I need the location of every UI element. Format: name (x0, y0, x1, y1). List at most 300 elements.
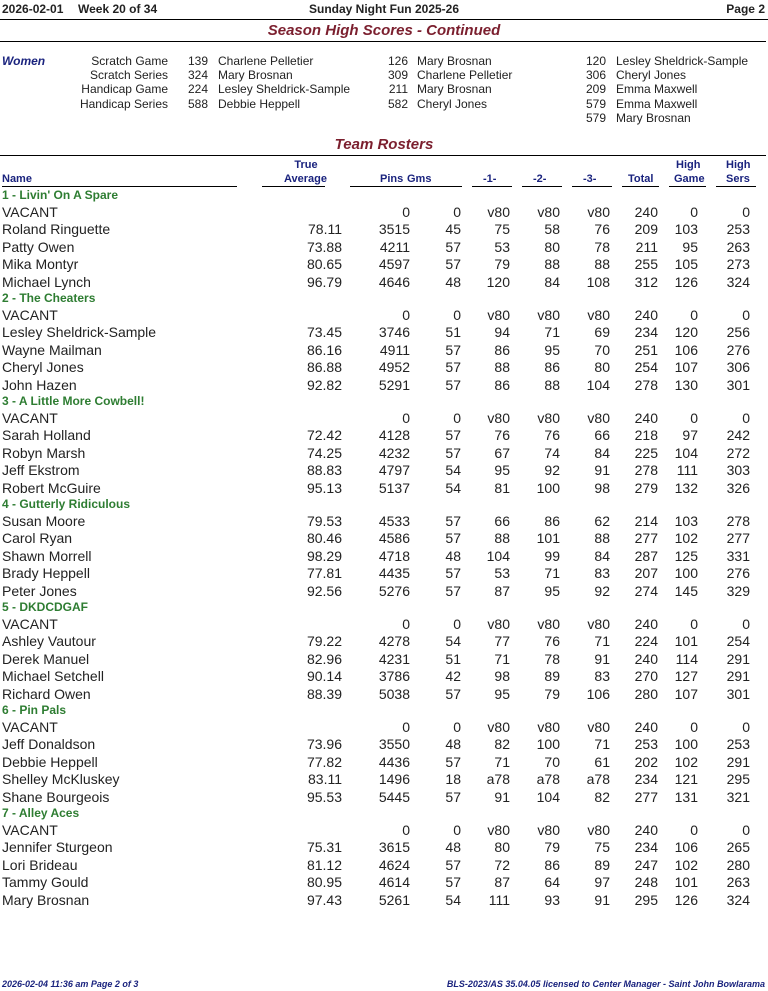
player-game2: 79 (544, 685, 560, 702)
player-game3: 108 (586, 273, 610, 290)
player-total: 312 (634, 273, 658, 290)
player-game3: 80 (594, 359, 610, 376)
player-row (0, 445, 768, 462)
player-name: Shawn Morrell (2, 547, 92, 564)
player-games: 57 (445, 513, 461, 529)
player-high-series: 306 (726, 359, 750, 376)
player-row (0, 668, 768, 685)
team-name: 7 - Alley Aces (2, 806, 80, 820)
player-game2: 100 (536, 736, 560, 753)
player-name: Tammy Gould (2, 874, 89, 891)
player-total: 234 (634, 324, 658, 341)
high-score-bowler: Emma Maxwell (616, 96, 698, 111)
player-row (0, 719, 768, 736)
player-high-series: 331 (726, 547, 750, 564)
divider (0, 155, 766, 156)
player-row (0, 616, 768, 633)
player-total: 277 (634, 530, 658, 547)
player-avg: 97.43 (306, 891, 342, 908)
player-high-game: 145 (674, 582, 698, 599)
player-avg: 92.82 (306, 376, 342, 393)
player-name: John Hazen (2, 376, 77, 393)
page-number: Page 2 (726, 2, 765, 16)
player-pins: 4586 (378, 530, 410, 547)
player-game1: v80 (487, 822, 510, 838)
player-game3: v80 (587, 410, 610, 426)
player-pins: 0 (402, 616, 410, 632)
player-high-game: 132 (674, 479, 698, 496)
player-game3: 97 (594, 874, 610, 891)
player-name: Debbie Heppell (2, 753, 98, 770)
player-high-series: 242 (726, 427, 750, 444)
player-row (0, 874, 768, 891)
player-total: 234 (634, 771, 658, 788)
player-pins: 4231 (378, 650, 410, 667)
player-game2: 79 (544, 839, 560, 856)
player-total: 247 (634, 856, 658, 873)
player-game1: 87 (494, 582, 510, 599)
player-games: 45 (445, 221, 461, 238)
player-pins: 4614 (378, 874, 410, 891)
player-avg: 77.82 (306, 753, 342, 770)
player-pins: 4435 (378, 565, 410, 582)
player-avg: 92.56 (306, 582, 342, 599)
player-name: Mika Montyr (2, 256, 79, 273)
player-game1: 79 (494, 256, 510, 273)
player-pins: 3515 (378, 221, 410, 238)
player-game1: 82 (494, 736, 510, 753)
player-row (0, 307, 768, 324)
col-games: Gms (407, 173, 432, 185)
player-pins: 0 (402, 719, 410, 735)
player-high-series: 273 (726, 256, 750, 273)
player-games: 57 (445, 685, 461, 702)
player-high-series: 256 (726, 324, 750, 341)
player-high-series: 277 (726, 530, 750, 547)
underline (2, 186, 237, 187)
player-pins: 5291 (378, 376, 410, 393)
player-row (0, 513, 768, 530)
player-game1: 72 (494, 856, 510, 873)
player-games: 57 (445, 753, 461, 770)
player-name: Ashley Vautour (2, 633, 96, 650)
player-avg: 98.29 (306, 547, 342, 564)
underline (716, 186, 756, 187)
player-avg: 80.46 (306, 530, 342, 547)
player-total: 224 (634, 633, 658, 650)
player-avg: 95.53 (306, 788, 342, 805)
player-high-series: 278 (726, 513, 750, 529)
player-game3: v80 (587, 307, 610, 323)
player-row (0, 633, 768, 650)
high-scores-title: Season High Scores - Continued (267, 22, 501, 39)
player-high-series: 291 (726, 668, 750, 685)
player-name: Brady Heppell (2, 565, 90, 582)
player-row (0, 256, 768, 273)
player-high-series: 324 (726, 891, 750, 908)
player-game2: 86 (544, 513, 560, 529)
player-game3: 98 (594, 479, 610, 496)
player-games: 57 (445, 427, 461, 444)
player-total: 240 (634, 719, 658, 735)
rosters-title: Team Rosters (334, 136, 434, 153)
player-total: 270 (634, 668, 658, 685)
high-score-bowler: Mary Brosnan (616, 110, 691, 125)
player-games: 51 (445, 650, 461, 667)
player-game1: 88 (494, 530, 510, 547)
player-total: 240 (634, 616, 658, 632)
player-name: VACANT (2, 307, 58, 323)
player-total: 254 (634, 359, 658, 376)
player-name: Robyn Marsh (2, 444, 86, 461)
player-game2: v80 (537, 822, 560, 838)
player-row (0, 377, 768, 394)
player-row (0, 204, 768, 221)
player-high-series: 295 (726, 771, 750, 788)
player-pins: 0 (402, 410, 410, 426)
high-score-category: Handicap Series (79, 96, 168, 111)
player-high-game: 97 (682, 427, 698, 444)
player-name: Shelley McKluskey (2, 771, 120, 788)
player-game1: v80 (487, 719, 510, 735)
team-name: 5 - DKDCDGAF (2, 600, 88, 614)
player-name: Jeff Donaldson (2, 736, 96, 753)
player-avg: 88.39 (306, 685, 342, 702)
player-pins: 5261 (378, 891, 410, 908)
report-date: 2026-02-01 (2, 2, 64, 16)
player-name: Jeff Ekstrom (2, 462, 80, 479)
player-avg: 88.83 (306, 462, 342, 479)
player-high-game: 95 (682, 238, 698, 255)
player-game1: 95 (494, 685, 510, 702)
team-name: 3 - A Little More Cowbell! (2, 394, 145, 408)
player-games: 57 (445, 856, 461, 873)
player-high-game: 103 (674, 221, 698, 238)
player-total: 240 (634, 307, 658, 323)
player-high-game: 0 (690, 822, 698, 838)
player-game2: 64 (544, 874, 560, 891)
player-game1: 71 (494, 650, 510, 667)
player-game3: v80 (587, 204, 610, 220)
player-total: 240 (634, 410, 658, 426)
player-pins: 4911 (379, 341, 410, 358)
player-games: 0 (453, 410, 461, 426)
player-high-series: 301 (726, 376, 750, 393)
player-high-game: 130 (674, 376, 698, 393)
player-game1: a78 (486, 771, 510, 788)
player-games: 54 (445, 462, 461, 479)
player-name: Robert McGuire (2, 479, 101, 496)
player-name: Lori Brideau (2, 856, 78, 873)
player-pins: 5276 (378, 582, 410, 599)
high-score-value: 579 (585, 110, 606, 125)
player-game1: v80 (487, 307, 510, 323)
player-games: 57 (445, 376, 461, 393)
player-high-series: 253 (726, 221, 750, 238)
player-high-series: 265 (726, 839, 750, 856)
player-total: 202 (634, 753, 658, 770)
player-total: 255 (634, 256, 658, 273)
player-high-series: 324 (726, 273, 750, 290)
player-high-game: 0 (690, 719, 698, 735)
player-high-game: 102 (674, 753, 698, 770)
player-game2: 88 (544, 376, 560, 393)
player-high-game: 106 (674, 839, 698, 856)
col-game1: -1- (483, 173, 497, 185)
high-score-bowler: Mary Brosnan (417, 54, 492, 68)
player-game1: 104 (486, 547, 510, 564)
player-high-series: 276 (726, 341, 750, 358)
player-game3: v80 (587, 616, 610, 632)
player-avg: 81.12 (306, 856, 342, 873)
player-high-series: 291 (726, 753, 750, 770)
player-name: Shane Bourgeois (2, 788, 110, 805)
player-name: Patty Owen (2, 238, 75, 255)
underline (522, 186, 562, 187)
player-game3: 83 (594, 565, 610, 582)
high-score-category: Handicap Game (81, 82, 168, 97)
player-games: 0 (453, 822, 461, 838)
player-total: 278 (634, 376, 658, 393)
player-game3: 62 (594, 513, 610, 529)
league-name: Sunday Night Fun 2025-26 (308, 2, 460, 16)
player-name: Lesley Sheldrick-Sample (2, 324, 157, 341)
player-game3: 84 (594, 547, 610, 564)
high-score-bowler: Charlene Pelletier (417, 68, 513, 83)
player-high-series: 329 (726, 582, 750, 599)
player-avg: 77.81 (306, 565, 342, 582)
player-pins: 0 (402, 307, 410, 323)
player-game3: 69 (594, 324, 610, 341)
player-game3: 78 (594, 238, 610, 255)
player-high-game: 103 (674, 513, 698, 529)
player-total: 207 (634, 565, 658, 582)
player-name: VACANT (2, 719, 58, 735)
footer-license: BLS-2023/AS 35.04.05 licensed to Center Manager - Saint John Bowlarama (446, 979, 765, 989)
player-game3: 91 (594, 891, 610, 908)
high-score-value: 224 (187, 82, 208, 97)
player-game3: 91 (594, 462, 610, 479)
player-row (0, 274, 768, 291)
player-high-game: 127 (674, 668, 698, 685)
player-high-game: 104 (674, 444, 698, 461)
player-avg: 79.22 (306, 633, 342, 650)
player-avg: 75.31 (306, 839, 342, 856)
col-total: Total (628, 173, 654, 185)
player-row (0, 324, 768, 341)
player-avg: 96.79 (306, 273, 342, 290)
player-game1: 86 (494, 341, 510, 358)
player-high-series: 263 (726, 874, 750, 891)
player-pins: 4278 (378, 633, 410, 650)
player-games: 57 (445, 874, 461, 891)
player-game3: 91 (594, 650, 610, 667)
player-high-series: 321 (726, 788, 750, 805)
player-avg: 80.65 (306, 256, 342, 273)
player-game3: 71 (594, 633, 610, 650)
high-score-bowler: Mary Brosnan (218, 68, 293, 83)
player-game2: 92 (544, 462, 560, 479)
high-score-value: 579 (585, 96, 606, 111)
player-game1: 77 (494, 633, 510, 650)
player-high-series: 326 (726, 479, 750, 496)
player-game1: 66 (494, 513, 510, 529)
player-games: 42 (445, 668, 461, 685)
player-row (0, 583, 768, 600)
player-high-game: 100 (674, 736, 698, 753)
player-pins: 3786 (378, 668, 410, 685)
player-games: 57 (445, 788, 461, 805)
player-avg: 74.25 (306, 444, 342, 461)
player-high-series: 0 (742, 204, 750, 220)
col-high-series-2: Sers (726, 173, 750, 185)
player-game2: v80 (537, 719, 560, 735)
player-high-game: 106 (674, 341, 698, 358)
player-game2: 88 (544, 256, 560, 273)
player-row (0, 754, 768, 771)
player-game1: 76 (494, 427, 510, 444)
player-name: Roland Ringuette (2, 221, 111, 238)
player-games: 57 (445, 530, 461, 547)
player-row (0, 736, 768, 753)
player-game1: 87 (494, 874, 510, 891)
player-high-game: 102 (674, 530, 698, 547)
player-total: 295 (634, 891, 658, 908)
high-score-bowler: Cheryl Jones (616, 68, 687, 83)
player-game1: 94 (494, 324, 510, 341)
player-high-series: 0 (742, 822, 750, 838)
player-games: 0 (453, 616, 461, 632)
team-name: 2 - The Cheaters (2, 291, 96, 305)
player-game2: v80 (537, 204, 560, 220)
player-games: 48 (445, 839, 461, 856)
high-score-bowler: Cheryl Jones (417, 96, 488, 111)
player-game2: 76 (544, 427, 560, 444)
player-high-game: 101 (674, 633, 698, 650)
player-pins: 4597 (378, 256, 410, 273)
player-pins: 1496 (378, 771, 410, 788)
player-high-game: 0 (690, 616, 698, 632)
player-row (0, 359, 768, 376)
player-game2: 76 (544, 633, 560, 650)
player-high-game: 105 (674, 256, 698, 273)
player-game1: 67 (494, 444, 510, 461)
high-score-bowler: Lesley Sheldrick-Sample (616, 54, 749, 68)
player-high-game: 125 (674, 547, 698, 564)
player-game2: 89 (544, 668, 560, 685)
player-game1: 81 (494, 479, 510, 496)
player-pins: 4436 (378, 753, 410, 770)
player-row (0, 342, 768, 359)
player-game3: 66 (594, 427, 610, 444)
player-game3: 89 (594, 856, 610, 873)
col-game3: -3- (583, 173, 597, 185)
player-row (0, 221, 768, 238)
player-row (0, 686, 768, 703)
player-games: 57 (445, 256, 461, 273)
player-pins: 4952 (378, 359, 410, 376)
player-avg: 86.16 (306, 341, 342, 358)
player-total: 248 (634, 874, 658, 891)
player-game2: 84 (544, 273, 560, 290)
player-game1: 95 (494, 462, 510, 479)
player-total: 253 (634, 736, 658, 753)
player-high-series: 253 (726, 736, 750, 753)
women-label: Women (2, 54, 46, 68)
player-row (0, 839, 768, 856)
player-row (0, 771, 768, 788)
player-game1: 88 (494, 359, 510, 376)
player-high-game: 114 (675, 650, 698, 667)
player-game3: 84 (594, 444, 610, 461)
player-pins: 4128 (378, 427, 410, 444)
player-games: 48 (445, 736, 461, 753)
underline (350, 186, 462, 187)
player-game2: 99 (544, 547, 560, 564)
player-name: Jennifer Sturgeon (2, 839, 113, 856)
week-info: Week 20 of 34 (78, 2, 158, 16)
high-score-value: 209 (585, 82, 606, 97)
player-high-series: 0 (742, 616, 750, 632)
player-avg: 82.96 (306, 650, 342, 667)
player-avg: 73.45 (306, 324, 342, 341)
player-high-game: 111 (676, 462, 698, 479)
player-name: Michael Lynch (2, 273, 91, 290)
high-score-value: 582 (387, 96, 408, 111)
player-high-series: 303 (726, 462, 750, 479)
player-name: Richard Owen (2, 685, 91, 702)
player-pins: 5137 (378, 479, 410, 496)
player-games: 0 (453, 307, 461, 323)
player-total: 240 (634, 822, 658, 838)
player-game1: 80 (494, 839, 510, 856)
player-high-game: 100 (674, 565, 698, 582)
underline (572, 186, 612, 187)
player-row (0, 427, 768, 444)
player-game1: v80 (487, 204, 510, 220)
player-game1: 111 (488, 891, 510, 908)
player-high-series: 0 (742, 307, 750, 323)
player-name: VACANT (2, 410, 58, 426)
player-games: 57 (445, 582, 461, 599)
high-score-value: 211 (388, 82, 408, 97)
player-avg: 79.53 (306, 513, 342, 529)
player-high-game: 102 (674, 856, 698, 873)
player-game2: 100 (536, 479, 560, 496)
player-game3: v80 (587, 822, 610, 838)
player-game1: 53 (494, 565, 510, 582)
player-game1: 98 (494, 668, 510, 685)
player-row (0, 857, 768, 874)
team-name: 4 - Gutterly Ridiculous (2, 497, 131, 511)
player-high-game: 121 (674, 771, 698, 788)
player-games: 0 (453, 719, 461, 735)
underline (472, 186, 512, 187)
player-pins: 4646 (378, 273, 410, 290)
player-row (0, 789, 768, 806)
high-score-value: 139 (187, 54, 208, 68)
player-game3: 106 (586, 685, 610, 702)
high-score-value: 120 (585, 54, 606, 68)
player-game2: 86 (544, 856, 560, 873)
player-high-series: 276 (726, 565, 750, 582)
player-avg: 72.42 (306, 427, 342, 444)
player-high-series: 272 (726, 444, 750, 461)
player-pins: 3746 (378, 324, 410, 341)
player-total: 209 (634, 221, 658, 238)
high-score-bowler: Debbie Heppell (218, 96, 301, 111)
player-game3: a78 (586, 771, 610, 788)
